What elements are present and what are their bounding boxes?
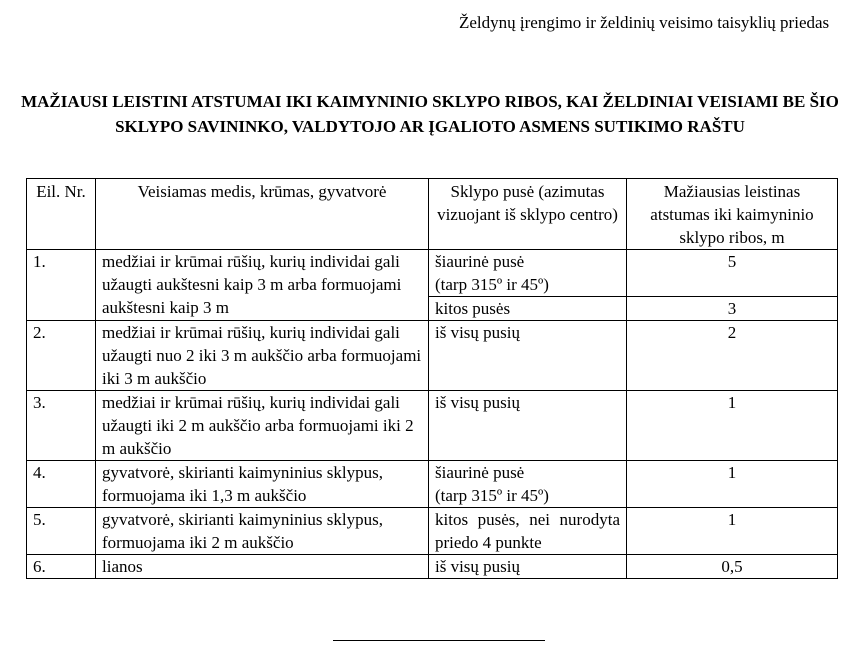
header-plant: Veisiamas medis, krūmas, gyvatvorė: [96, 179, 429, 250]
table-row: [27, 555, 838, 579]
row-side-line: šiaurinė pusė: [435, 463, 525, 482]
row-number: 5.: [27, 508, 96, 555]
row-side-line: (tarp 315º ir 45º): [435, 486, 549, 505]
row-distance: 1: [627, 391, 838, 461]
row-number: 2.: [27, 321, 96, 391]
row-distance: 5: [627, 250, 838, 297]
table-row: [27, 250, 838, 297]
row-number: 6.: [27, 555, 96, 579]
annex-note: Želdynų įrengimo ir želdinių veisimo taisyklių priedas: [459, 13, 830, 32]
row-number: 1.: [27, 250, 96, 321]
row-distance: 2: [627, 321, 838, 391]
table-header-row: [27, 179, 838, 250]
row-plant: medžiai ir krūmai rūšių, kurių individai gali užaugti iki 2 m aukščio arba formuojami iki 2 m aukščio: [96, 391, 429, 461]
row-side: [429, 250, 627, 297]
row-side-line: (tarp 315º ir 45º): [435, 275, 549, 294]
table-row: [27, 321, 838, 391]
row-side: iš visų pusių: [429, 391, 627, 461]
distance-table: [26, 178, 838, 579]
row-side: iš visų pusių: [429, 555, 627, 579]
table-row: [27, 461, 838, 508]
row-distance: 1: [627, 508, 838, 555]
row-side: kitos pusės: [429, 297, 627, 321]
row-side: iš visų pusių: [429, 321, 627, 391]
row-plant: gyvatvorė, skirianti kaimyninius sklypus, formuojama iki 1,3 m aukščio: [96, 461, 429, 508]
row-distance: 3: [627, 297, 838, 321]
row-side-line: šiaurinė pusė: [435, 252, 525, 271]
document-title: MAŽIAUSI LEISTINI ATSTUMAI IKI KAIMYNINIO SKLYPO RIBOS, KAI ŽELDINIAI VEISIAMI BE ŠIO SKLYPO SAVININKO, VALDYTOJO AR ĮGALIOTO ASMENS SUTIKIMO RAŠTU: [21, 92, 839, 136]
row-number: 3.: [27, 391, 96, 461]
row-side: kitos pusės, nei nurodyta priedo 4 punkte: [429, 508, 627, 555]
header-side: Sklypo pusė (azimutas vizuojant iš sklypo centro): [429, 179, 627, 250]
header-distance: Mažiausias leistinas atstumas iki kaimyninio sklypo ribos, m: [627, 179, 838, 250]
table-row: [27, 508, 838, 555]
footer-divider: [333, 640, 545, 641]
row-plant: medžiai ir krūmai rūšių, kurių individai gali užaugti aukštesni kaip 3 m arba formuojami aukštesni kaip 3 m: [96, 250, 429, 321]
row-distance: 1: [627, 461, 838, 508]
row-plant: gyvatvorė, skirianti kaimyninius sklypus, formuojama iki 2 m aukščio: [96, 508, 429, 555]
row-number: 4.: [27, 461, 96, 508]
row-plant: medžiai ir krūmai rūšių, kurių individai gali užaugti nuo 2 iki 3 m aukščio arba formuojami iki 3 m aukščio: [96, 321, 429, 391]
table-row: [27, 391, 838, 461]
header-no: Eil. Nr.: [27, 179, 96, 250]
row-plant: lianos: [96, 555, 429, 579]
row-side: [429, 461, 627, 508]
row-distance: 0,5: [627, 555, 838, 579]
